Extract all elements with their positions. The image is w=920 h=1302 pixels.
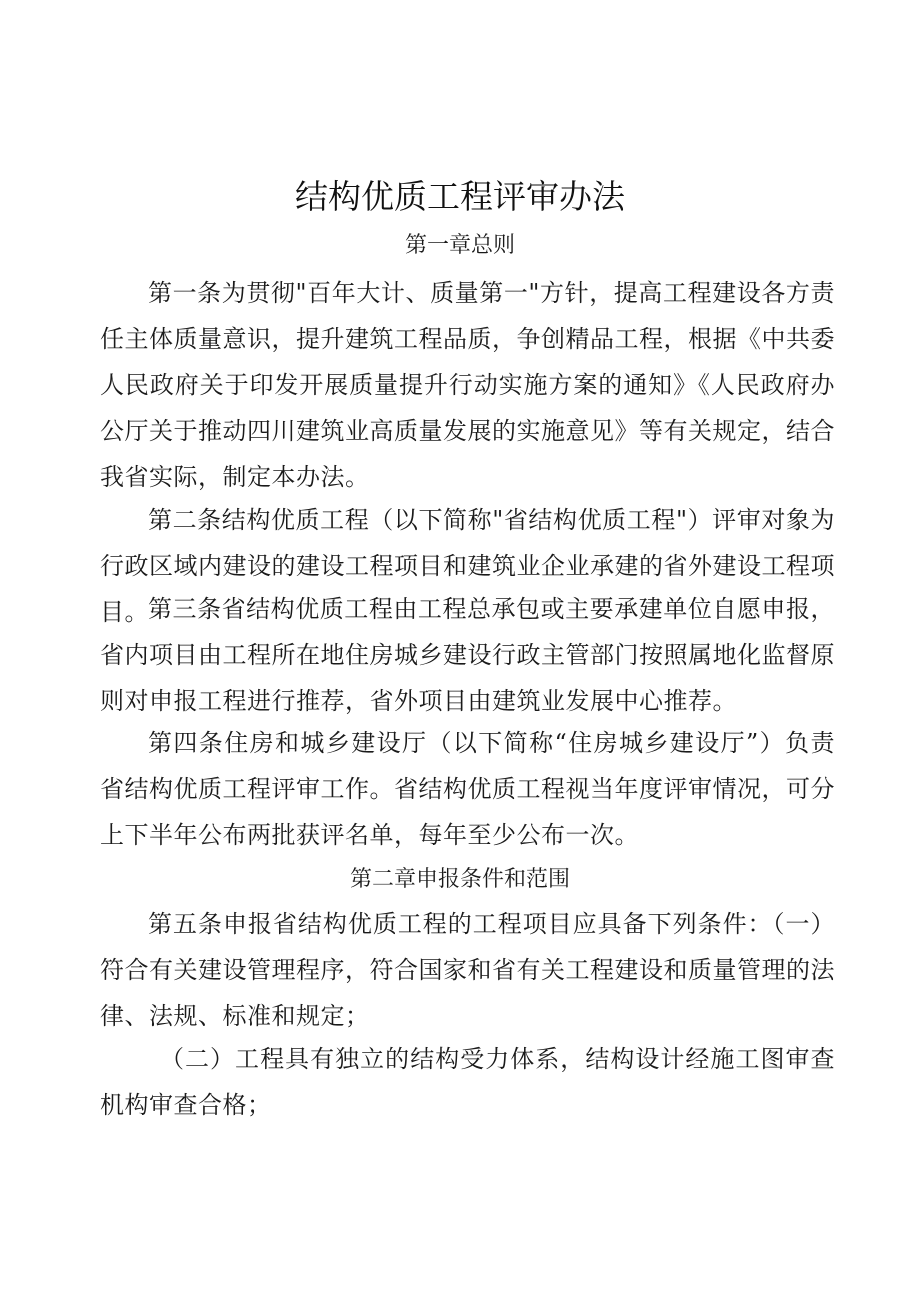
chapter-heading-2: 第二章申报条件和范围 — [349, 867, 570, 892]
document-title: 结构优质工程评审办法 — [295, 177, 625, 216]
article-4: 第四条住房和城乡建设厅（以下简称“住房城乡建设厅”）负责省结构优质工程评审工作。省结构优质工程视当年度评审情况，可分上下半年公布两批获评名单，每年至少公布一次。 — [100, 729, 835, 849]
chapter-heading-1: 第一章总则 — [404, 233, 515, 258]
article-5: 第五条申报省结构优质工程的工程项目应具备下列条件：（一）符合有关建设管理程序，符合国家和省有关工程建设和质量管理的法律、法规、标准和规定； — [100, 910, 835, 1030]
article-5-item-2: （二）工程具有独立的结构受力体系，结构设计经施工图审查机构审查合格； — [100, 1045, 835, 1119]
article-3: 第三条省结构优质工程由工程总承包或主要承建单位自愿申报，省内项目由工程所在地住房城乡建设行政主管部门按照属地化监督原则对申报工程进行推荐，省外项目由建筑业发展中心推荐。 — [100, 595, 835, 715]
article-1: 第一条为贯彻"百年大计、质量第一"方针，提高工程建设各方责任主体质量意识，提升建筑工程品质，争创精品工程，根据《中共委人民政府关于印发开展质量提升行动实施方案的通知》《人民政府办公厅关于推动四川建筑业高质量发展的实施意见》等有关规定，结合我省实际，制定本办法。 — [100, 279, 835, 491]
article-2: 第二条结构优质工程（以下简称"省结构优质工程"）评审对象为行政区域内建设的建设工程项目和建筑业企业承建的省外建设工程项目。 — [100, 506, 835, 626]
